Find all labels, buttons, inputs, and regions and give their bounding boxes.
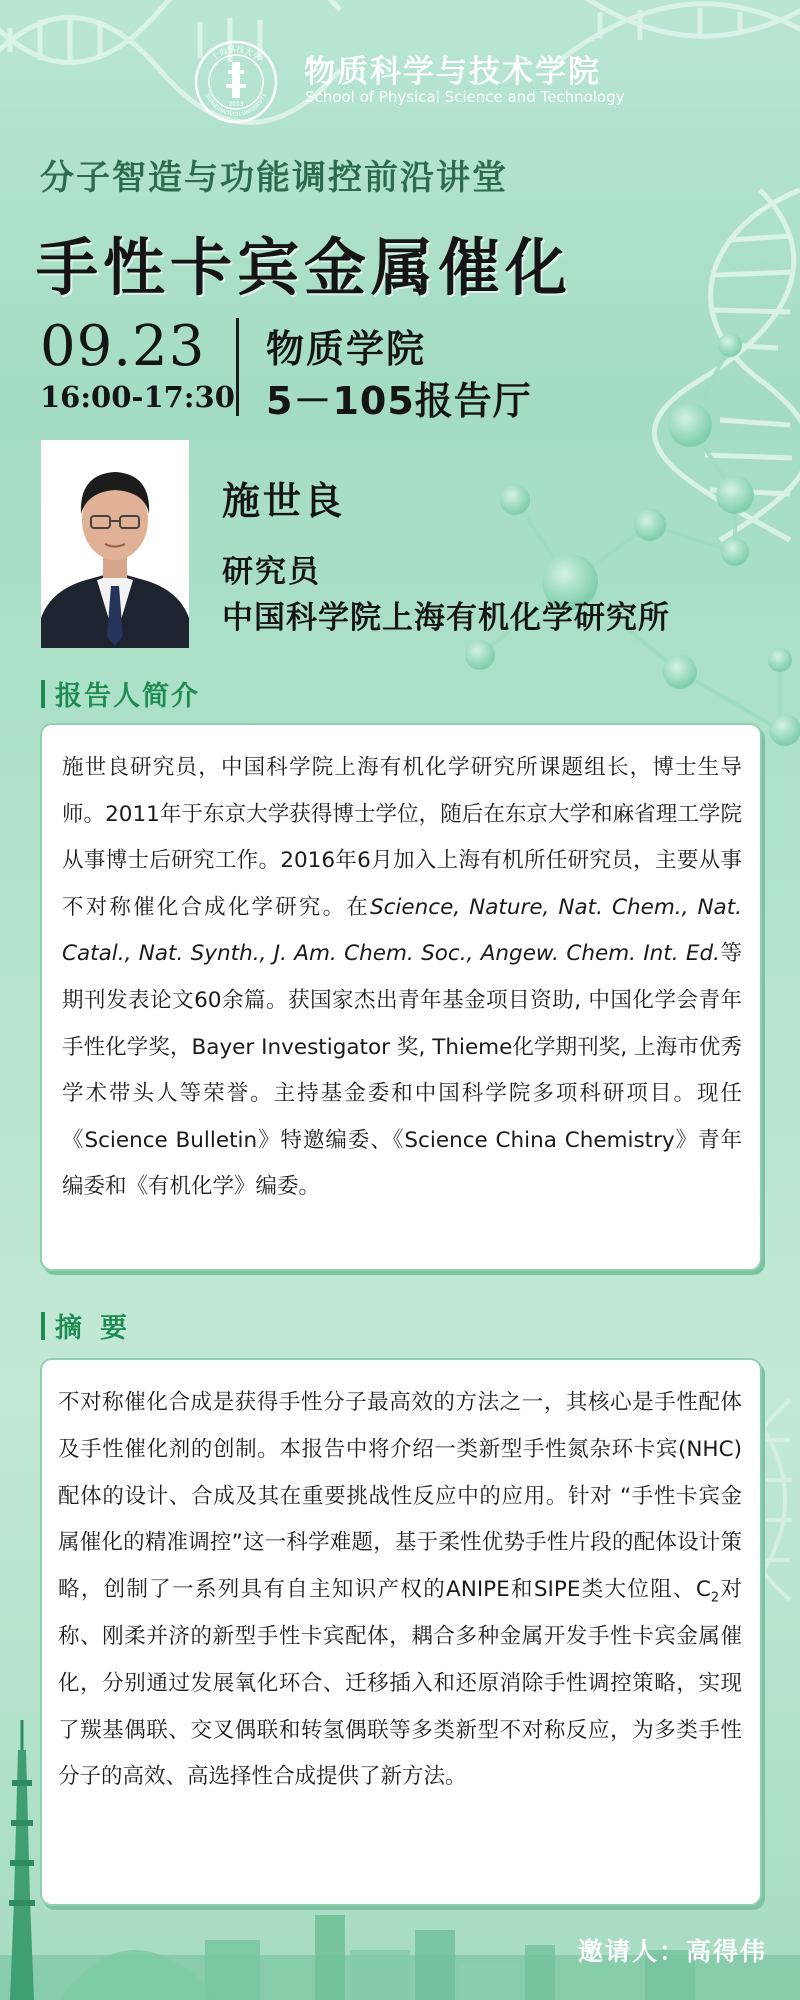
event-date: 09.23: [40, 314, 206, 379]
svg-text:上海科技大学: 上海科技大学: [209, 44, 263, 63]
abstract-paragraph: [58, 1380, 742, 1801]
speaker-name: 施世良: [222, 478, 346, 523]
heading-bar: [41, 1312, 45, 1340]
lecture-title: 手性卡宾金属催化: [36, 231, 573, 304]
bio-box: [40, 723, 762, 1271]
bio-section-heading: [41, 674, 200, 713]
abstract-section-heading: [41, 1306, 145, 1345]
bio-paragraph: [62, 745, 742, 1211]
svg-text:2013: 2013: [228, 101, 244, 108]
heading-bar: [41, 680, 45, 708]
school-name-cn: 物质科学与技术学院: [304, 54, 601, 90]
venue-line-2: 5－105报告厅: [266, 379, 532, 423]
speaker-portrait-icon: [41, 440, 189, 648]
dna-helix-top-left: [0, 0, 340, 123]
bio-text-2: 等期刊发表论文60余篇。获国家杰出青年基金项目资助, 中国化学会青年手性化学奖，Bayer Investigator 奖, Thieme化学期刊奖, 上海市优秀学术带头人等荣誉。主持基金委和中国科学院多项科研项目。现任《Science Bulletin》特邀编委、《Science China Chemistry》青年编委和《有机化学》编委。: [62, 941, 742, 1200]
shanghaitech-university-seal-icon: [194, 40, 278, 124]
divider-line: [236, 318, 239, 416]
inviter-label: 邀请人：高得伟: [578, 1937, 768, 1966]
bio-text-1: 施世良研究员，中国科学院上海有机化学研究所课题组长，博士生导师。2011年于东京大学获得博士学位，随后在东京大学和麻省理工学院从事博士后研究工作。2016年6月加入上海有机所任研究员，主要从事不对称催化合成化学研究。在: [62, 755, 742, 920]
bio-journals: Science, Nature, Nat. Chem., Nat. Catal., Nat. Synth., J. Am. Chem. Soc., Angew. Chem. Int. Ed.: [62, 894, 742, 967]
abstract-heading-text: 摘要: [55, 1313, 145, 1344]
event-time: 16:00-17:30: [40, 380, 235, 414]
lecture-series-title: 分子智造与功能调控前沿讲堂: [40, 158, 508, 198]
abstract-text-1: 不对称催化合成是获得手性分子最高效的方法之一，其核心是手性配体及手性催化剂的创制。本报告中将介绍一类新型手性氮杂环卡宾(NHC)配体的设计、合成及其在重要挑战性反应中的应用。针对 “手性卡宾金属催化的精准调控”这一科学难题，基于柔性优势手性片段的配体设计策略，创制了一系列具有自主知识产权的ANIPE和SIPE类大位阻、C: [58, 1390, 742, 1603]
bio-heading-text: 报告人简介: [55, 681, 200, 712]
school-name-en: School of Physical Science and Technology: [305, 88, 625, 106]
abstract-box: [40, 1358, 762, 1906]
abstract-text-2: 对称、刚柔并济的新型手性卡宾配体，耦合多种金属开发手性卡宾金属催化，分别通过发展氧化环合、迁移插入和还原消除手性调控策略，实现了羰基偶联、交叉偶联和转氢偶联等多类新型不对称反应，为多类手性分子的高效、高选择性合成提供了新方法。: [58, 1577, 742, 1790]
venue-line-1: 物质学院: [266, 327, 427, 371]
speaker-title: 研究员: [222, 554, 321, 590]
abstract-subscript: 2: [710, 1590, 720, 1606]
svg-text:SHANGHAITECH UNIVERSITY: SHANGHAITECH UNIVERSITY: [203, 93, 269, 119]
speaker-organization: 中国科学院上海有机化学研究所: [222, 600, 670, 636]
